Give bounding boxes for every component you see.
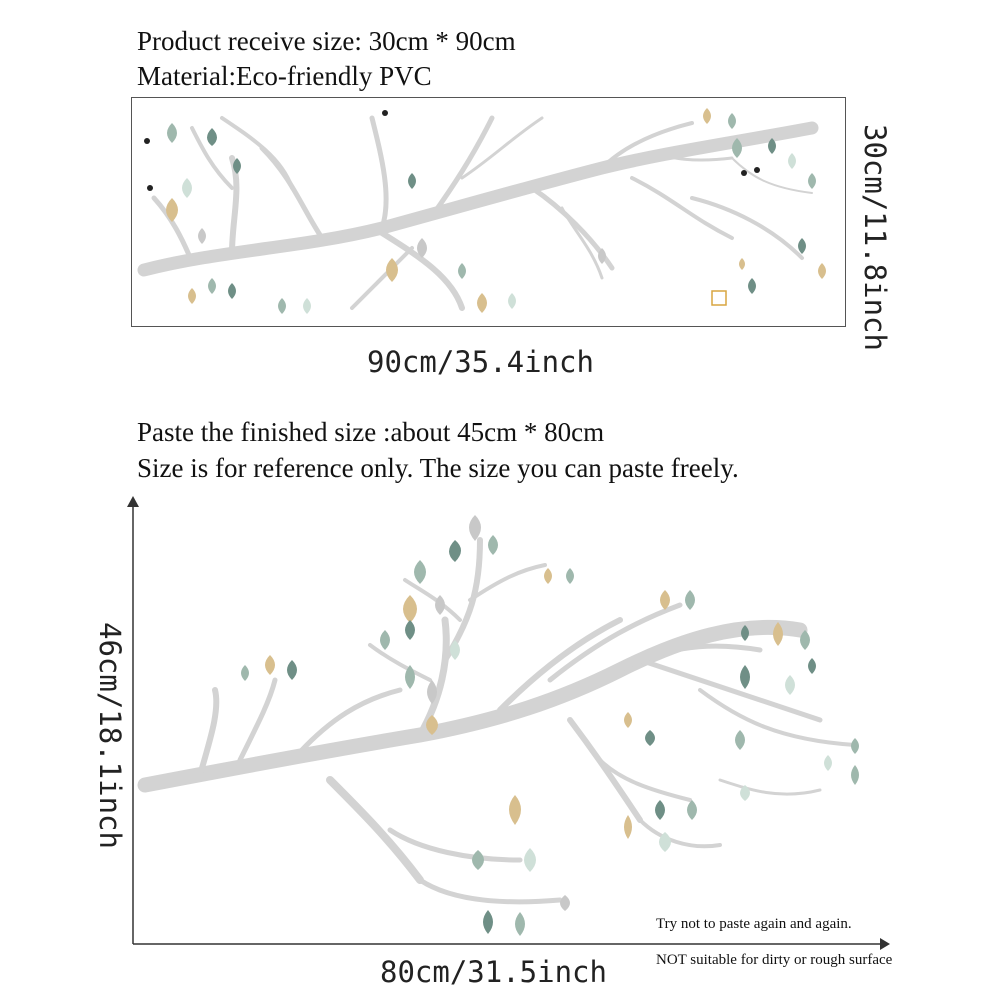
reference-note-text: Size is for reference only. The size you can paste freely. xyxy=(137,453,739,483)
bottom-width-label: 80cm/31.5inch xyxy=(380,955,607,989)
tree-branches xyxy=(145,540,855,902)
paste-warning-note: Try not to paste again and again. xyxy=(656,916,852,932)
bottom-height-label: 46cm/18.1inch xyxy=(93,622,127,849)
surface-warning-note: NOT suitable for dirty or rough surface xyxy=(656,952,893,968)
product-size-text: Product receive size: 30cm * 90cm xyxy=(137,26,516,56)
top-height-label: 30cm/11.8inch xyxy=(858,124,892,351)
dimension-axes xyxy=(127,496,890,950)
material-text: Material:Eco-friendly PVC xyxy=(137,61,432,91)
paste-size-text: Paste the finished size :about 45cm * 80cm xyxy=(137,417,605,447)
top-width-label: 90cm/35.4inch xyxy=(367,345,594,379)
